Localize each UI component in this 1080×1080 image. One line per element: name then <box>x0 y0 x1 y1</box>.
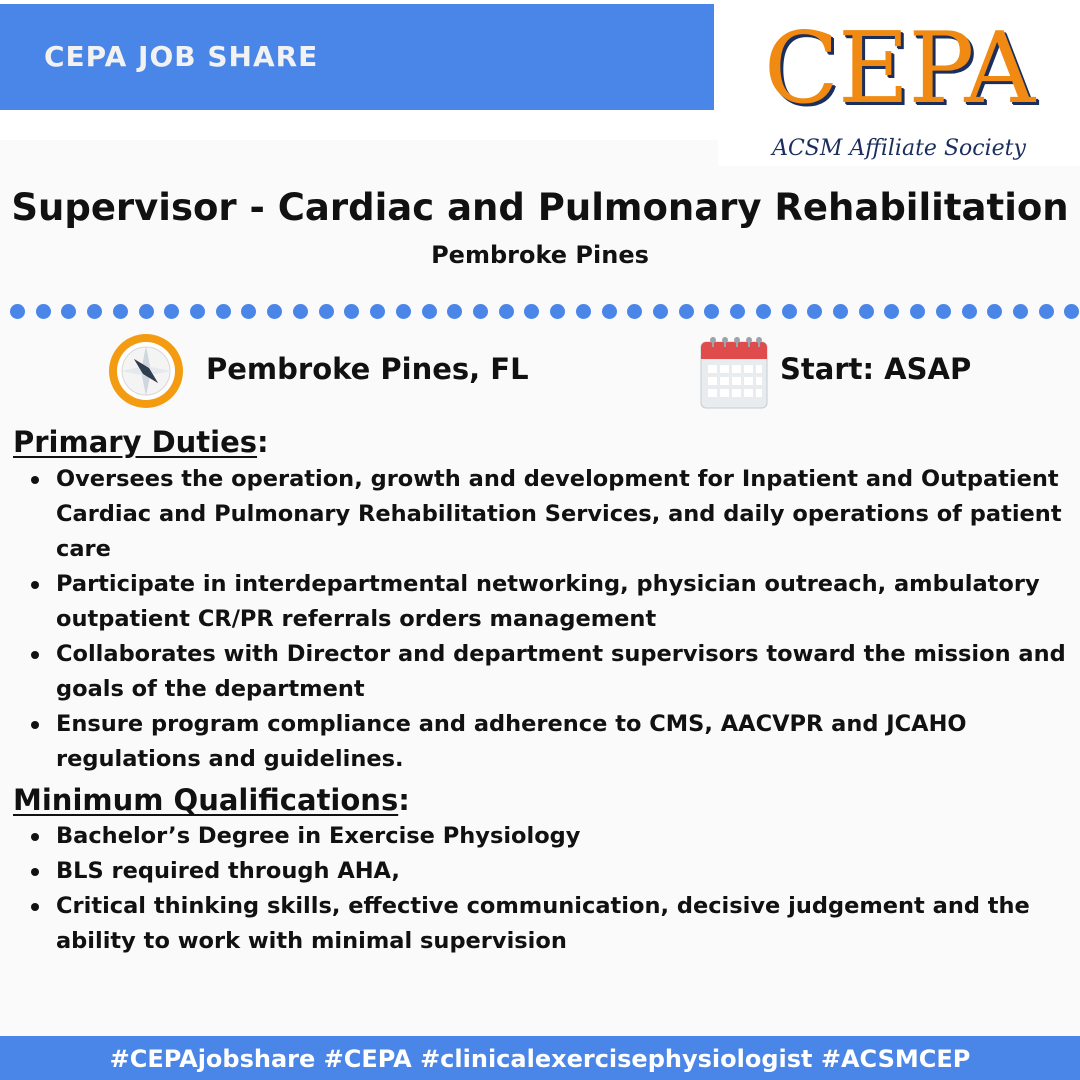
divider-dot <box>833 304 848 319</box>
divider-dot <box>139 304 154 319</box>
logo-subtitle: ACSM Affiliate Society <box>772 136 1026 161</box>
duty-item: Oversees the operation, growth and development for Inpatient and Outpatient Cardiac and Pulmonary Rehabilitation Services, and daily operations of patient care <box>56 462 1071 567</box>
divider-dot <box>1064 304 1079 319</box>
cepa-logo <box>718 0 1080 166</box>
divider-dot <box>344 304 359 319</box>
divider-dot <box>216 304 231 319</box>
header-bar <box>0 4 714 110</box>
divider-dot <box>293 304 308 319</box>
divider-dot <box>704 304 719 319</box>
divider-dot <box>319 304 334 319</box>
duty-item: Collaborates with Director and department supervisors toward the mission and goals of the department <box>56 637 1071 707</box>
divider-dot <box>36 304 51 319</box>
divider-dot <box>910 304 925 319</box>
footer-hashtags: #CEPAjobshare #CEPA #clinicalexercisephysiologist #ACSMCEP <box>109 1045 971 1073</box>
divider-dot <box>884 304 899 319</box>
divider-dot <box>1013 304 1028 319</box>
location-text: Pembroke Pines, FL <box>206 352 529 386</box>
calendar-icon <box>699 332 769 410</box>
duty-item: Participate in interdepartmental networking, physician outreach, ambulatory outpatient CR/PR referrals orders management <box>56 567 1071 637</box>
divider-dot <box>267 304 282 319</box>
divider-dot <box>87 304 102 319</box>
min-qualifications-heading <box>13 783 410 817</box>
compass-icon <box>107 332 185 410</box>
divider-dot <box>473 304 488 319</box>
divider-dot <box>550 304 565 319</box>
divider-dot <box>10 304 25 319</box>
divider-dot <box>653 304 668 319</box>
start-date-text: Start: ASAP <box>780 352 972 386</box>
divider-dot <box>679 304 694 319</box>
primary-duties-list <box>56 462 1071 777</box>
divider-dot <box>113 304 128 319</box>
divider-dot <box>627 304 642 319</box>
primary-duties-heading-colon: : <box>257 425 269 459</box>
duty-item: Ensure program compliance and adherence to CMS, AACVPR and JCAHO regulations and guidelines. <box>56 707 1071 777</box>
primary-duties-heading <box>13 425 269 459</box>
divider-dot <box>190 304 205 319</box>
divider-dot <box>859 304 874 319</box>
min-qualifications-heading-colon: : <box>398 783 410 817</box>
primary-duties-heading-text: Primary Duties <box>13 425 258 459</box>
divider-dot <box>962 304 977 319</box>
divider-dot <box>396 304 411 319</box>
divider-dot <box>447 304 462 319</box>
job-subtitle: Pembroke Pines <box>431 241 649 269</box>
divider-dot <box>602 304 617 319</box>
qualification-item: Critical thinking skills, effective communication, decisive judgement and the ability to work with minimal supervision <box>56 889 1071 959</box>
logo-wordmark: CEPA <box>763 12 1035 126</box>
min-qualifications-list <box>56 819 1071 959</box>
divider-dot <box>422 304 437 319</box>
info-row <box>0 330 1080 412</box>
divider-dot <box>241 304 256 319</box>
divider-dot <box>576 304 591 319</box>
divider-dot <box>756 304 771 319</box>
divider-dot <box>730 304 745 319</box>
min-qualifications-heading-text: Minimum Qualifications <box>13 783 399 817</box>
qualification-item: Bachelor’s Degree in Exercise Physiology <box>56 819 1071 854</box>
divider-dot <box>499 304 514 319</box>
divider-dot <box>936 304 951 319</box>
header-label: CEPA JOB SHARE <box>44 40 319 73</box>
divider-dot <box>524 304 539 319</box>
divider-dot <box>370 304 385 319</box>
divider-dot <box>782 304 797 319</box>
dotted-divider <box>10 302 1080 320</box>
footer-bar <box>0 1036 1080 1080</box>
divider-dot <box>807 304 822 319</box>
divider-dot <box>1039 304 1054 319</box>
divider-dot <box>61 304 76 319</box>
divider-dot <box>987 304 1002 319</box>
divider-dot <box>164 304 179 319</box>
qualification-item: BLS required through AHA, <box>56 854 1071 889</box>
job-title: Supervisor - Cardiac and Pulmonary Rehabilitation <box>11 186 1069 229</box>
